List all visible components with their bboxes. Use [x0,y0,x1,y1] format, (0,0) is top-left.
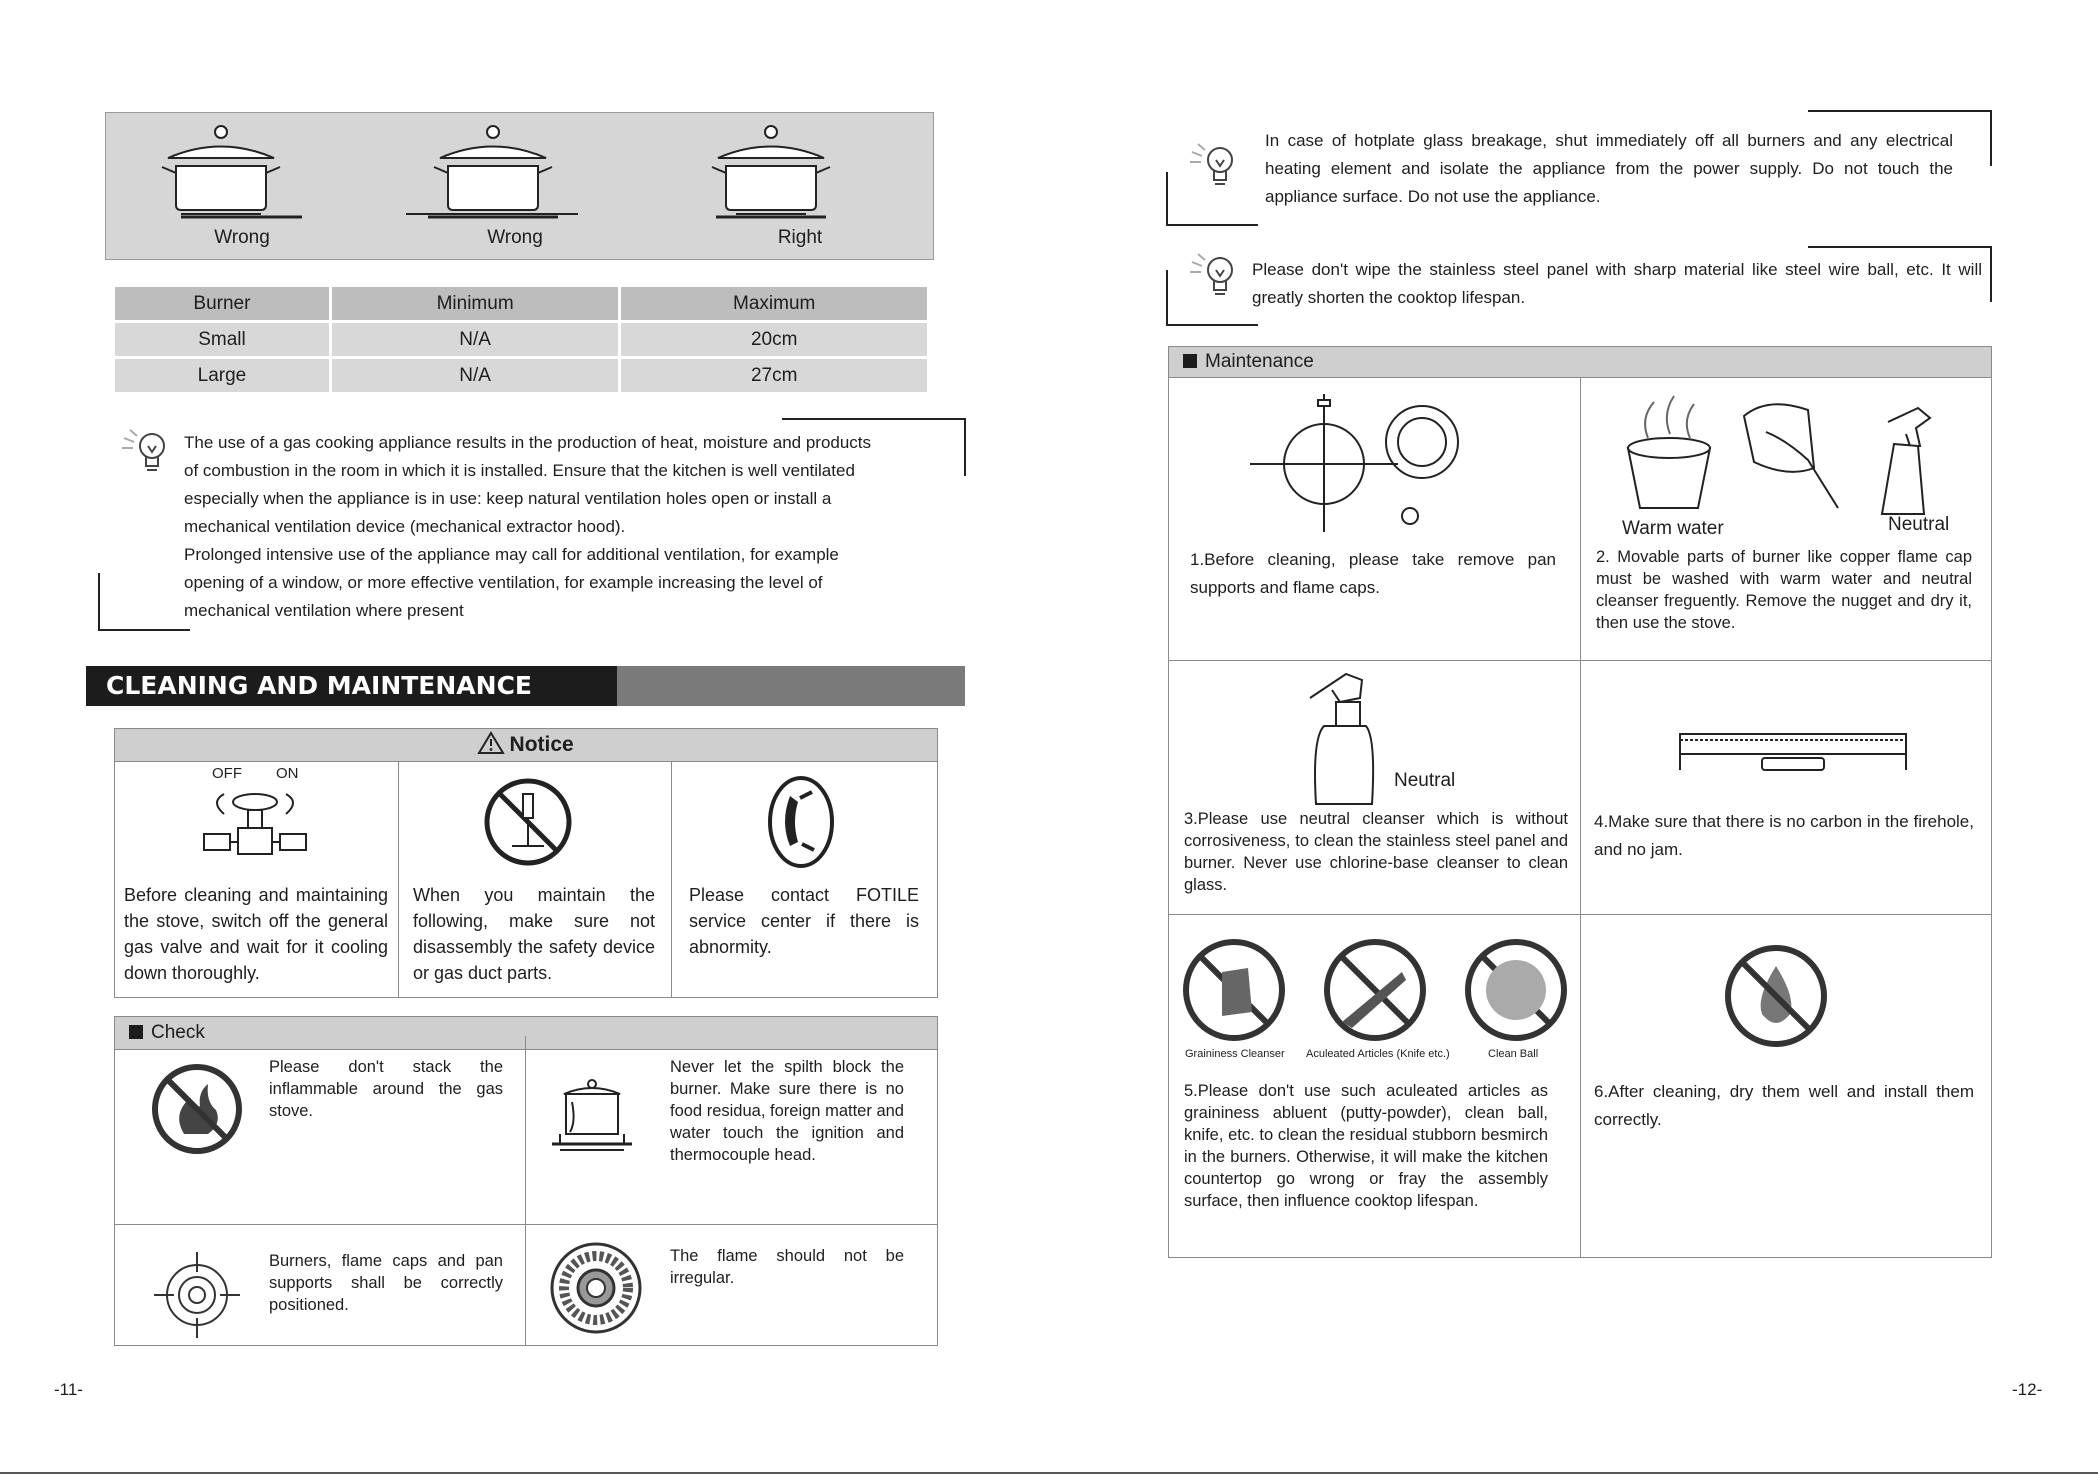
table-header-cell: Burner [115,287,329,320]
maintenance-step-4: 4.Make sure that there is no carbon in the firehole, and no jam. [1594,812,1974,859]
notice-text-1: Before cleaning and maintaining the stove, switch off the general gas valve and wait for it cooling down thoroughly. [124,885,388,983]
divider [114,1224,938,1225]
divider [671,762,672,998]
abrasive-label-1: Graininess Cleanser [1185,1048,1285,1060]
table-cell: Small [115,323,329,356]
burner-position-icon [152,1250,242,1340]
check-text-1: Please don't stack the inflammable around the gas stove. [269,1058,503,1120]
divider [1580,378,1581,1258]
table-row [115,323,927,356]
divider [525,1036,526,1346]
burner-size-table [112,284,930,395]
spray-bottle-icon [1306,668,1386,806]
table-row [115,359,927,392]
note-line: Prolonged intensive use of the appliance may call for additional ventilation, for example [184,545,839,564]
washing-icons [1618,388,1978,518]
panel-note: Please don't wipe the stainless steel panel with sharp material like steel wire ball, etc. It will greatly shorten the cooktop lifespan. [1252,260,1982,307]
square-bullet-icon [129,1025,143,1039]
pot-label-2: Wrong [487,227,543,248]
check-text-4: The flame should not be irregular. [670,1247,904,1287]
note-line: mechanical ventilation device (mechanical extractor hood). [184,517,626,536]
valve-on-label: ON [276,765,299,782]
pot-label-3: Right [777,227,823,248]
maintenance-step-5: 5.Please don't use such aculeated articles as graininess abluent (putty-powder), clean ball, knife, etc. to clean the residual stubborn besmirch in the burners. Otherwise, it will make the kitchen countertop go wrong or fray the assembly surface, then influence cooktop lifespan. [1184,1082,1548,1210]
gas-valve-icon [200,780,310,876]
section-title-bar [617,666,965,706]
page-number-left: -11- [54,1380,83,1399]
notice-header [114,728,938,762]
table-header-cell: Maximum [621,287,927,320]
table-cell: 27cm [621,359,927,392]
page-edge-rule [0,1472,2098,1474]
valve-off-label: OFF [212,765,242,782]
no-disassembly-icon [482,776,574,868]
maintenance-step-2: 2. Movable parts of burner like copper flame cap must be washed with warm water and neutral cleanser freguently. Remove the nugget and dry it, then use the stove. [1596,548,1972,632]
check-header [114,1016,938,1050]
maintenance-header [1168,346,1992,378]
abrasive-label-2: Aculeated Articles (Knife etc.) [1306,1048,1450,1060]
burner-strip-icon [1676,726,1910,776]
divider [1168,660,1992,661]
pot-wrong-2-icon [406,126,578,217]
table-cell: 20cm [621,323,927,356]
no-water-drop-icon [1722,942,1830,1050]
flame-ring-icon [548,1240,644,1336]
maintenance-step-6: 6.After cleaning, dry them well and install them correctly. [1594,1082,1974,1129]
maintenance-step-1: 1.Before cleaning, please take remove pan supports and flame caps. [1190,550,1556,597]
section-title: CLEANING AND MAINTENANCE [86,666,690,706]
pot-label-1: Wrong [214,227,270,248]
check-text-3: Burners, flame caps and pan supports shall be correctly positioned. [269,1252,503,1314]
square-bullet-icon [1183,354,1197,368]
lightbulb-icon [118,428,170,478]
table-cell: N/A [332,359,618,392]
note-line: The use of a gas cooking appliance results in the production of heat, moisture and products [184,433,872,452]
pot-right-icon [712,126,830,217]
table-cell: N/A [332,323,618,356]
notice-text-3: Please contact FOTILE service center if there is abnormity. [689,885,919,957]
warning-triangle-icon [478,731,504,755]
note-line: of combustion in the room in which it is installed. Ensure that the kitchen is well ventilated [184,461,855,480]
phone-icon [766,774,836,870]
maintenance-step-3: 3.Please use neutral cleanser which is without corrosiveness, to clean the stainless steel panel and burner. Never use chlorine-base cleanser to clean glass. [1184,810,1568,894]
note-bracket-bottom [1166,270,1258,326]
neutral-label: Neutral [1888,514,1950,535]
no-abrasives-icons [1182,932,1572,1048]
note-line: especially when the appliance is in use: keep natural ventilation holes open or install a [184,489,832,508]
ventilation-note [184,429,974,625]
note-line: opening of a window, or more effective ventilation, for example increasing the level of [184,573,823,592]
notice-title: Notice [509,733,574,756]
pan-support-icon [1244,392,1464,530]
pot-placement-panel [105,112,934,260]
notice-text-2: When you maintain the following, make sure not disassembly the safety device or gas duct parts. [413,885,655,983]
table-cell: Large [115,359,329,392]
check-title: Check [151,1022,205,1043]
abrasive-label-3: Clean Ball [1488,1048,1539,1060]
divider [1168,914,1992,915]
table-header-row [115,287,927,320]
pot-on-burner-icon [550,1078,634,1164]
note-bracket-bottom [1166,172,1258,226]
divider [398,762,399,998]
warm-water-label: Warm water [1622,518,1724,539]
note-line: mechanical ventilation where present [184,601,464,620]
neutral-label-2: Neutral [1394,770,1456,791]
note-bracket-bottom [98,573,190,631]
maintenance-title: Maintenance [1205,351,1314,372]
page-number-right: -12- [2012,1380,2043,1399]
check-text-2: Never let the spilth block the burner. Make sure there is no food residua, foreign matter and water touch the ignition and thermocouple head. [670,1058,904,1164]
pot-wrong-1-icon [162,126,302,217]
table-header-cell: Minimum [332,287,618,320]
no-flammables-icon [150,1062,244,1156]
glass-breakage-note: In case of hotplate glass breakage, shut immediately off all burners and any electrical heating element and isolate the appliance from the power supply. Do not touch the appliance surface. Do not use the appliance. [1265,131,1953,206]
